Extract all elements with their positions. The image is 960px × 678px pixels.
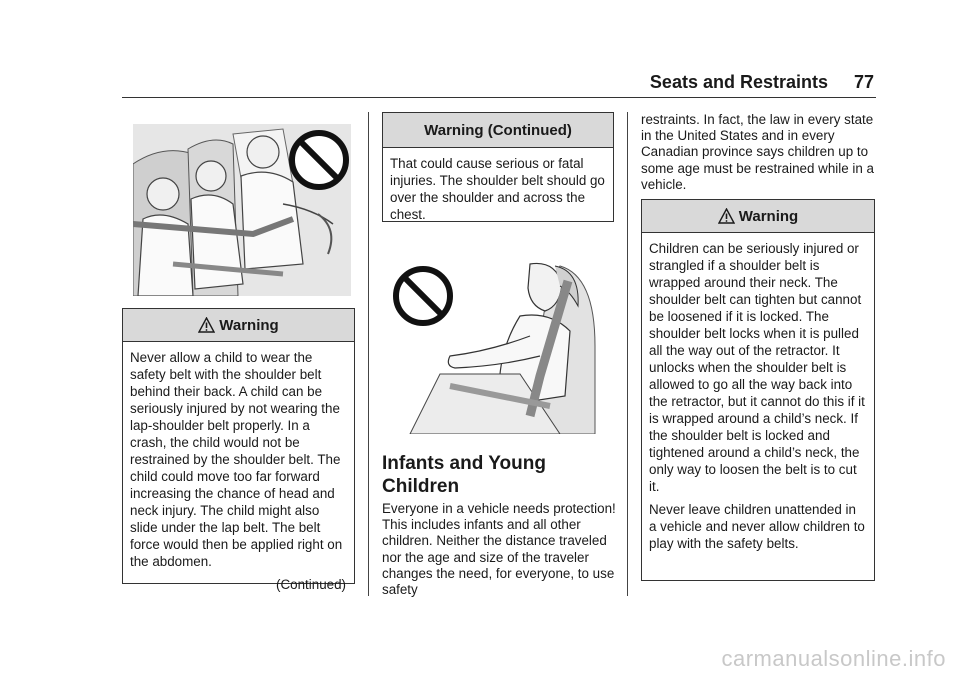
warning-box-shoulder-belt-neck bbox=[641, 199, 875, 581]
watermark: carmanualsonline.info bbox=[721, 646, 946, 671]
warning-box-continued bbox=[382, 112, 614, 222]
column-rule-left bbox=[368, 112, 369, 596]
warning-triangle-icon bbox=[718, 208, 735, 224]
warning-continued-text: That could cause serious or fatal injuries. The shoulder belt should go over the shoulder and across the chest. bbox=[390, 156, 605, 222]
warning-text: Never allow a child to wear the safety belt with the shoulder belt behind their back. A child can be seriously injured by not wearing the lap-shoulder belt properly. In a crash, the child would not be restrained by the shoulder belt. The child could move too far forward increasing the chance of head and neck injury. The child might also slide under the lap belt. The belt force would then be applied right on the abdomen. bbox=[130, 350, 343, 569]
column-rule-right bbox=[627, 112, 628, 596]
warning-title: Warning bbox=[219, 316, 279, 334]
warning-box-body-right bbox=[642, 233, 874, 558]
paragraph-infants-intro: Everyone in a vehicle needs protection! This includes infants and all other children. Neither the distance traveled nor the age and size of the traveler changes the need, for everyone, to use safety bbox=[382, 501, 616, 598]
illustration-adult-belt-under-arm bbox=[390, 256, 600, 434]
page-number: 77 bbox=[853, 72, 874, 92]
section-title: Seats and Restraints bbox=[649, 72, 828, 92]
warning-text-unattended: Never leave children unattended in a vehicle and never allow children to play with the safety belts. bbox=[649, 502, 865, 551]
warning-box-body bbox=[123, 342, 354, 599]
warning-title-right: Warning bbox=[738, 207, 799, 225]
children-belt-misuse-drawing bbox=[133, 124, 351, 296]
continued-label: (Continued) bbox=[276, 577, 346, 592]
warning-continued-title: Warning (Continued) bbox=[424, 121, 572, 139]
adult-belt-drawing bbox=[390, 256, 600, 434]
warning-box-belt-behind-back bbox=[122, 308, 355, 592]
warning-continued-body bbox=[383, 148, 613, 229]
warning-triangle-icon bbox=[198, 317, 215, 333]
illustration-children-belt-misuse bbox=[133, 124, 351, 296]
warning-box-header bbox=[123, 309, 354, 342]
warning-text-strangle: Children can be seriously injured or strangled if a shoulder belt is wrapped around their neck. The shoulder belt can tighten but cannot be loosened if it is locked. The shoulder belt locks when it is pulled all the way out of the retractor. It unlocks when the shoulder belt is allowed to go all the way back into the retractor, but it cannot do this if it is wrapped around a child’s neck. If the shoulder belt is locked and tightened around a child’s neck, the only way to loosen the belt is to cut it. bbox=[649, 241, 865, 494]
paragraph-law-restraints: restraints. In fact, the law in every state in the United States and in every Canadian province says children up to some age must be restrained while in a vehicle. bbox=[641, 112, 874, 192]
page-header bbox=[122, 72, 876, 98]
warning-continued-header bbox=[383, 113, 613, 148]
warning-box-header-right bbox=[642, 200, 874, 233]
section-heading-infants: Infants and Young Children bbox=[382, 453, 546, 497]
